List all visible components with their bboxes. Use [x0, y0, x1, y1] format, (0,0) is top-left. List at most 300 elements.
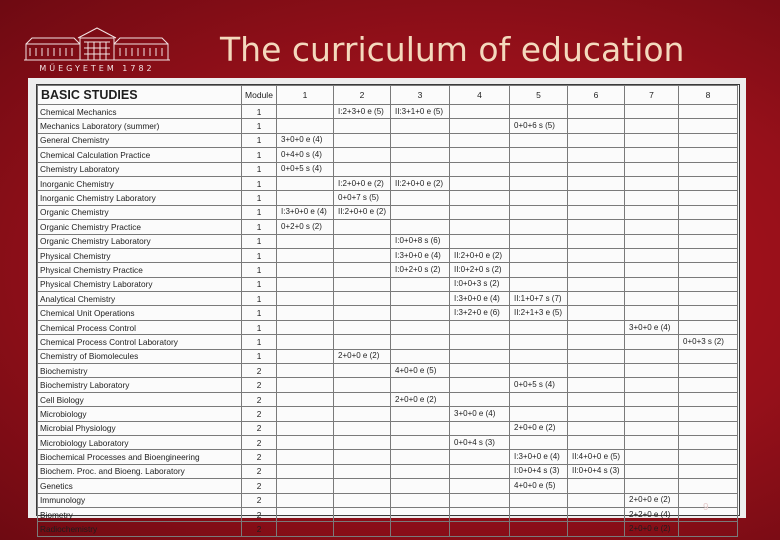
semester-cell: [277, 292, 334, 306]
course-name: Organic Chemistry Laboratory: [38, 234, 242, 248]
course-name: Microbial Physiology: [38, 421, 242, 435]
semester-cell: [679, 119, 738, 133]
semester-cell: [334, 493, 391, 507]
semester-cell: [679, 234, 738, 248]
module-number: 2: [242, 493, 277, 507]
semester-cell: [568, 119, 625, 133]
semester-cell: [450, 176, 510, 190]
semester-cell: [334, 507, 391, 521]
semester-cell: [510, 248, 568, 262]
semester-cell: [679, 464, 738, 478]
course-name: Biochemistry Laboratory: [38, 378, 242, 392]
course-name: Chemistry of Biomolecules: [38, 349, 242, 363]
semester-cell: [679, 205, 738, 219]
semester-cell: 4+0+0 e (5): [391, 364, 450, 378]
semester-cell: I:2+0+0 e (2): [334, 176, 391, 190]
semester-cell: [450, 205, 510, 219]
semester-cell: [334, 407, 391, 421]
course-name: Organic Chemistry Practice: [38, 220, 242, 234]
semester-cell: [568, 335, 625, 349]
slide-title: The curriculum of education: [220, 30, 685, 69]
semester-cell: [334, 335, 391, 349]
semester-cell: [334, 292, 391, 306]
semester-cell: 2+0+0 e (2): [391, 392, 450, 406]
semester-cell: [391, 306, 450, 320]
module-number: 1: [242, 205, 277, 219]
table-row: [38, 306, 738, 320]
course-name: Analytical Chemistry: [38, 292, 242, 306]
course-name: Physical Chemistry: [38, 248, 242, 262]
semester-cell: [568, 435, 625, 449]
semester-header: 6: [568, 86, 625, 105]
semester-cell: 0+0+4 s (3): [450, 435, 510, 449]
semester-cell: [277, 407, 334, 421]
semester-cell: [679, 105, 738, 119]
semester-cell: [391, 133, 450, 147]
semester-cell: I:3+0+0 e (4): [510, 450, 568, 464]
semester-cell: [334, 364, 391, 378]
module-number: 2: [242, 522, 277, 536]
semester-cell: II:3+1+0 e (5): [391, 105, 450, 119]
semester-cell: [568, 479, 625, 493]
semester-cell: [679, 191, 738, 205]
semester-cell: [391, 320, 450, 334]
module-number: 1: [242, 133, 277, 147]
semester-cell: [568, 378, 625, 392]
semester-cell: [625, 407, 679, 421]
semester-cell: [510, 148, 568, 162]
semester-cell: [510, 493, 568, 507]
semester-cell: [568, 105, 625, 119]
semester-cell: [391, 349, 450, 363]
table-row: [38, 364, 738, 378]
table-row: [38, 162, 738, 176]
module-number: 2: [242, 421, 277, 435]
course-name: Chemical Unit Operations: [38, 306, 242, 320]
semester-cell: [568, 292, 625, 306]
semester-cell: [334, 392, 391, 406]
semester-cell: [391, 378, 450, 392]
table-row: [38, 148, 738, 162]
table-row: [38, 335, 738, 349]
semester-cell: [679, 349, 738, 363]
semester-cell: [277, 421, 334, 435]
semester-cell: [450, 119, 510, 133]
semester-cell: [568, 507, 625, 521]
semester-cell: 0+0+6 s (5): [510, 119, 568, 133]
semester-cell: [391, 464, 450, 478]
semester-cell: [277, 364, 334, 378]
course-name: Mechanics Laboratory (summer): [38, 119, 242, 133]
module-number: 2: [242, 407, 277, 421]
semester-cell: [679, 148, 738, 162]
table-row: [38, 205, 738, 219]
semester-cell: [625, 191, 679, 205]
semester-cell: I:0+2+0 s (2): [391, 263, 450, 277]
module-number: 1: [242, 248, 277, 262]
semester-cell: [510, 335, 568, 349]
semester-cell: [391, 450, 450, 464]
course-name: Chemical Calculation Practice: [38, 148, 242, 162]
semester-cell: [391, 220, 450, 234]
course-name: Physical Chemistry Laboratory: [38, 277, 242, 291]
semester-cell: [679, 292, 738, 306]
semester-header: 5: [510, 86, 568, 105]
table-row: [38, 320, 738, 334]
semester-cell: 4+0+0 e (5): [510, 479, 568, 493]
semester-cell: [679, 263, 738, 277]
module-number: 1: [242, 176, 277, 190]
semester-cell: [450, 522, 510, 536]
semester-cell: [277, 392, 334, 406]
table-row: [38, 464, 738, 478]
semester-cell: [679, 220, 738, 234]
semester-cell: [568, 191, 625, 205]
course-name: Chemical Process Control: [38, 320, 242, 334]
semester-cell: [568, 320, 625, 334]
table-row: [38, 392, 738, 406]
semester-header: 3: [391, 86, 450, 105]
semester-cell: 3+0+0 e (4): [625, 320, 679, 334]
semester-cell: I:3+0+0 e (4): [450, 292, 510, 306]
semester-cell: [277, 191, 334, 205]
semester-cell: 0+2+0 s (2): [277, 220, 334, 234]
course-name: Biochemistry: [38, 364, 242, 378]
semester-cell: [679, 378, 738, 392]
semester-cell: [625, 306, 679, 320]
semester-cell: [568, 522, 625, 536]
semester-cell: II:0+2+0 s (2): [450, 263, 510, 277]
semester-cell: [625, 162, 679, 176]
semester-cell: [277, 349, 334, 363]
semester-cell: [510, 507, 568, 521]
semester-cell: 0+0+7 s (5): [334, 191, 391, 205]
semester-cell: [625, 378, 679, 392]
semester-cell: [679, 162, 738, 176]
semester-cell: [277, 263, 334, 277]
semester-cell: [510, 349, 568, 363]
semester-cell: [391, 493, 450, 507]
semester-cell: [334, 119, 391, 133]
semester-cell: [334, 220, 391, 234]
semester-cell: [450, 133, 510, 147]
semester-cell: II:2+0+0 e (2): [450, 248, 510, 262]
semester-cell: [277, 493, 334, 507]
course-name: Biochem. Proc. and Bioeng. Laboratory: [38, 464, 242, 478]
semester-cell: [277, 248, 334, 262]
semester-cell: [334, 320, 391, 334]
semester-cell: [625, 364, 679, 378]
semester-cell: [391, 435, 450, 449]
semester-cell: [568, 176, 625, 190]
semester-cell: [334, 479, 391, 493]
course-name: Organic Chemistry: [38, 205, 242, 219]
semester-cell: II:2+0+0 e (2): [334, 205, 391, 219]
semester-cell: [391, 205, 450, 219]
semester-cell: [568, 407, 625, 421]
semester-cell: [391, 421, 450, 435]
semester-cell: [625, 349, 679, 363]
table-row: [38, 263, 738, 277]
module-number: 1: [242, 234, 277, 248]
semester-cell: [277, 105, 334, 119]
table-row: [38, 220, 738, 234]
semester-cell: [679, 450, 738, 464]
module-number: 1: [242, 162, 277, 176]
semester-cell: [679, 306, 738, 320]
section-title: BASIC STUDIES: [38, 86, 242, 105]
semester-cell: [625, 248, 679, 262]
semester-cell: [450, 191, 510, 205]
semester-cell: [510, 220, 568, 234]
table-row: [38, 105, 738, 119]
module-number: 1: [242, 220, 277, 234]
semester-cell: [510, 364, 568, 378]
semester-cell: [510, 263, 568, 277]
semester-cell: [568, 205, 625, 219]
semester-cell: I:3+0+0 e (4): [391, 248, 450, 262]
semester-cell: [568, 364, 625, 378]
semester-cell: 2+0+0 e (2): [510, 421, 568, 435]
module-number: 2: [242, 378, 277, 392]
semester-cell: [679, 248, 738, 262]
semester-cell: [568, 349, 625, 363]
semester-cell: 0+0+5 s (4): [510, 378, 568, 392]
semester-cell: [334, 378, 391, 392]
semester-cell: [334, 263, 391, 277]
semester-cell: [334, 421, 391, 435]
table-row: [38, 292, 738, 306]
semester-cell: [625, 464, 679, 478]
logo-text: MŰEGYETEM 1782: [39, 64, 155, 73]
semester-cell: 0+0+5 s (4): [277, 162, 334, 176]
module-number: 1: [242, 263, 277, 277]
table-row: [38, 522, 738, 536]
semester-cell: [679, 479, 738, 493]
semester-cell: [277, 435, 334, 449]
semester-cell: [625, 277, 679, 291]
semester-cell: [450, 493, 510, 507]
course-name: Cell Biology: [38, 392, 242, 406]
module-number: 2: [242, 464, 277, 478]
semester-cell: [334, 133, 391, 147]
semester-cell: [450, 349, 510, 363]
semester-cell: I:2+3+0 e (5): [334, 105, 391, 119]
course-rows: [38, 105, 738, 537]
semester-cell: [625, 133, 679, 147]
semester-cell: [391, 119, 450, 133]
curriculum-table: [37, 85, 738, 537]
semester-cell: 3+0+0 e (4): [277, 133, 334, 147]
semester-cell: I:0+0+8 s (6): [391, 234, 450, 248]
table-row: [38, 378, 738, 392]
semester-header: 4: [450, 86, 510, 105]
semester-cell: [568, 248, 625, 262]
semester-cell: [625, 263, 679, 277]
semester-header: 8: [679, 86, 738, 105]
semester-cell: [679, 522, 738, 536]
course-name: Microbiology Laboratory: [38, 435, 242, 449]
table-row: [38, 435, 738, 449]
table-row: [38, 176, 738, 190]
module-number: 2: [242, 364, 277, 378]
semester-cell: [277, 464, 334, 478]
module-number: 2: [242, 479, 277, 493]
semester-cell: [450, 479, 510, 493]
semester-cell: [277, 450, 334, 464]
semester-cell: [391, 335, 450, 349]
semester-cell: 2+2+0 e (4): [625, 507, 679, 521]
course-name: Chemical Mechanics: [38, 105, 242, 119]
semester-cell: II:2+0+0 e (2): [391, 176, 450, 190]
semester-cell: [391, 292, 450, 306]
semester-cell: [510, 133, 568, 147]
semester-cell: [334, 464, 391, 478]
semester-cell: 2+0+0 e (2): [334, 349, 391, 363]
semester-cell: [510, 407, 568, 421]
semester-cell: [568, 234, 625, 248]
course-name: Biochemical Processes and Bioengineering: [38, 450, 242, 464]
semester-cell: [625, 119, 679, 133]
table-header-row: [38, 86, 738, 105]
semester-cell: 0+0+3 s (2): [679, 335, 738, 349]
semester-cell: [568, 493, 625, 507]
semester-cell: [679, 421, 738, 435]
semester-cell: I:0+0+3 s (2): [450, 277, 510, 291]
semester-cell: I:3+0+0 e (4): [277, 205, 334, 219]
semester-cell: [510, 162, 568, 176]
course-name: Biometry: [38, 507, 242, 521]
table-row: [38, 479, 738, 493]
semester-cell: [277, 522, 334, 536]
table-row: [38, 191, 738, 205]
table-row: [38, 248, 738, 262]
module-number: 2: [242, 435, 277, 449]
semester-cell: [510, 320, 568, 334]
course-name: Genetics: [38, 479, 242, 493]
semester-cell: [568, 306, 625, 320]
semester-cell: II:1+0+7 s (7): [510, 292, 568, 306]
semester-cell: [679, 176, 738, 190]
module-number: 1: [242, 292, 277, 306]
course-name: Immunology: [38, 493, 242, 507]
semester-cell: [391, 191, 450, 205]
semester-cell: [450, 392, 510, 406]
semester-cell: [679, 407, 738, 421]
semester-cell: [679, 435, 738, 449]
module-number: 1: [242, 148, 277, 162]
module-number: 1: [242, 105, 277, 119]
semester-cell: [277, 176, 334, 190]
course-name: Radiochemistry: [38, 522, 242, 536]
semester-cell: [277, 507, 334, 521]
semester-cell: [679, 320, 738, 334]
table-row: [38, 507, 738, 521]
module-number: 1: [242, 191, 277, 205]
semester-cell: [450, 162, 510, 176]
semester-cell: [391, 407, 450, 421]
semester-header: 7: [625, 86, 679, 105]
table-row: [38, 493, 738, 507]
module-number: 1: [242, 277, 277, 291]
semester-cell: [450, 364, 510, 378]
semester-cell: [679, 392, 738, 406]
semester-cell: [510, 392, 568, 406]
semester-cell: [625, 421, 679, 435]
course-name: Chemistry Laboratory: [38, 162, 242, 176]
semester-cell: [334, 306, 391, 320]
semester-cell: [450, 421, 510, 435]
table-row: [38, 421, 738, 435]
semester-cell: [450, 105, 510, 119]
semester-cell: [334, 277, 391, 291]
semester-cell: [568, 421, 625, 435]
semester-cell: [277, 320, 334, 334]
semester-cell: [450, 507, 510, 521]
course-name: Microbiology: [38, 407, 242, 421]
page-number: 9: [703, 502, 709, 513]
semester-cell: [625, 148, 679, 162]
semester-cell: [568, 220, 625, 234]
table-row: [38, 234, 738, 248]
semester-cell: [568, 392, 625, 406]
semester-cell: [679, 277, 738, 291]
table-row: [38, 277, 738, 291]
semester-cell: [450, 220, 510, 234]
semester-cell: [450, 464, 510, 478]
semester-cell: [334, 522, 391, 536]
semester-cell: [625, 205, 679, 219]
module-number: 1: [242, 349, 277, 363]
semester-cell: [510, 234, 568, 248]
semester-cell: 3+0+0 e (4): [450, 407, 510, 421]
semester-cell: [625, 292, 679, 306]
semester-cell: 0+4+0 s (4): [277, 148, 334, 162]
semester-cell: [334, 234, 391, 248]
semester-cell: [391, 479, 450, 493]
semester-cell: [568, 277, 625, 291]
building-logo-icon: [22, 26, 172, 62]
semester-cell: [625, 435, 679, 449]
semester-cell: [391, 277, 450, 291]
course-name: Inorganic Chemistry Laboratory: [38, 191, 242, 205]
semester-cell: [334, 450, 391, 464]
semester-cell: [510, 205, 568, 219]
table-row: [38, 407, 738, 421]
semester-cell: [625, 392, 679, 406]
semester-cell: [277, 335, 334, 349]
semester-cell: [450, 378, 510, 392]
module-number: 1: [242, 335, 277, 349]
semester-cell: 2+0+0 e (2): [625, 493, 679, 507]
module-number: 2: [242, 392, 277, 406]
semester-cell: 2+0+0 e (2): [625, 522, 679, 536]
semester-cell: [391, 522, 450, 536]
module-header: Module: [242, 86, 277, 105]
module-number: 2: [242, 450, 277, 464]
semester-cell: [625, 479, 679, 493]
semester-cell: [277, 306, 334, 320]
semester-cell: [510, 191, 568, 205]
semester-cell: [277, 479, 334, 493]
university-logo: [22, 26, 172, 76]
semester-cell: [277, 234, 334, 248]
course-name: Chemical Process Control Laboratory: [38, 335, 242, 349]
semester-cell: II:2+1+3 e (5): [510, 306, 568, 320]
semester-cell: [450, 335, 510, 349]
semester-cell: [450, 450, 510, 464]
semester-cell: [450, 320, 510, 334]
